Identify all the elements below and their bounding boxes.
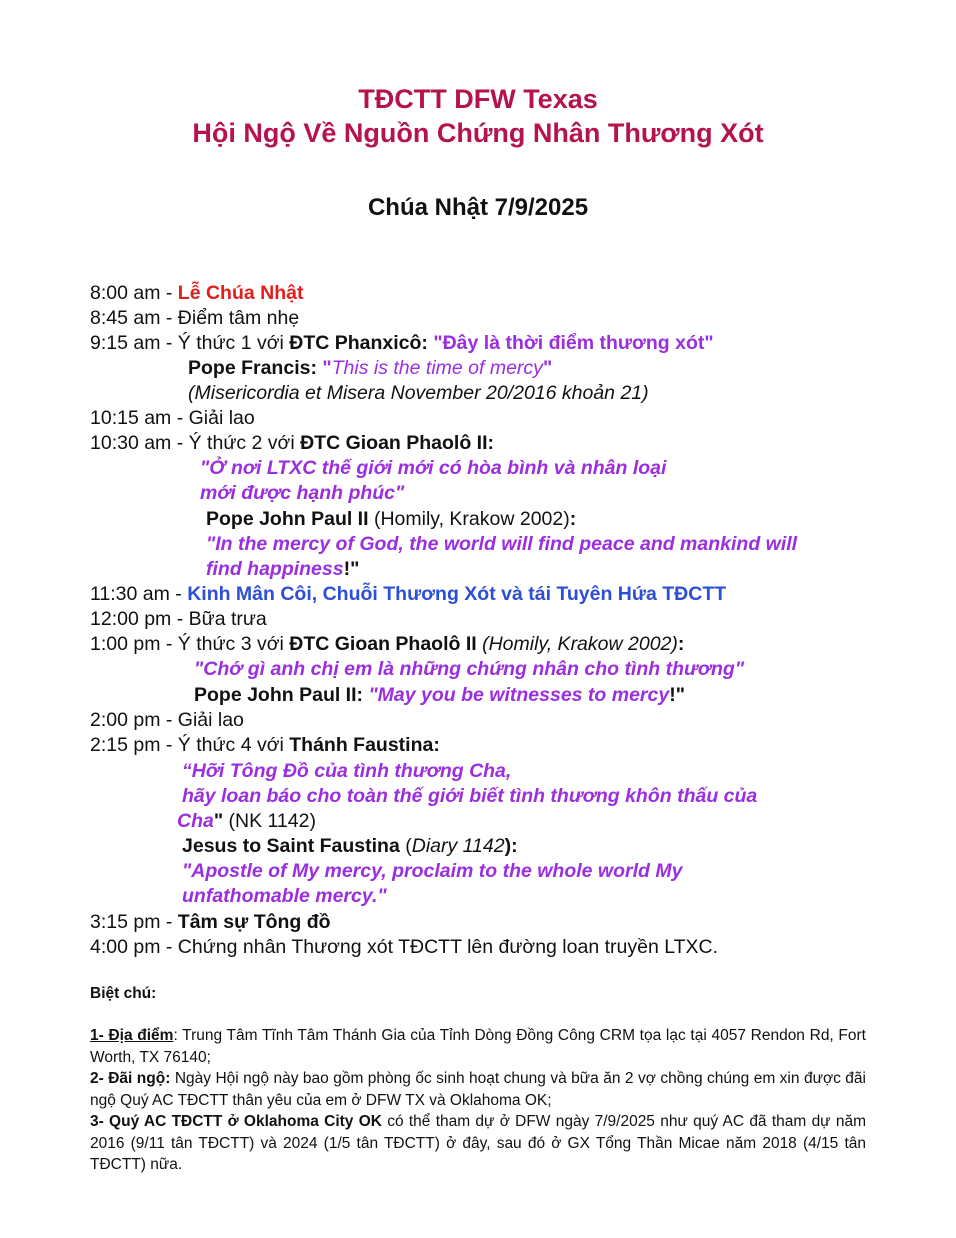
colon: : xyxy=(677,633,685,655)
quote-text: "Đây là thời điểm thương xót" xyxy=(433,332,714,354)
schedule-item-mass xyxy=(90,281,303,306)
schedule-item-reflection-2 xyxy=(90,431,494,456)
notes-heading: Biệt chú: xyxy=(90,985,157,1002)
schedule-item-rosary xyxy=(90,582,726,607)
event-label: Kinh Mân Côi, Chuỗi Thương Xót và tái Tuyên Hứa TĐCTT xyxy=(187,583,727,605)
quote-text: “Hỡi Tông Đồ của tình thương Cha, xyxy=(182,760,512,782)
speaker-label: Pope John Paul II xyxy=(206,508,374,530)
quote-text: find happiness xyxy=(206,558,344,580)
schedule-item-lunch: 12:00 pm - Bữa trưa xyxy=(90,608,267,630)
schedule-item-reflection-1-en xyxy=(188,356,552,381)
quote-text-end xyxy=(177,809,316,834)
source-citation: (Misericordia et Misera November 20/2016 khoản 21) xyxy=(188,382,649,404)
note-label: 1- Địa điểm xyxy=(90,1027,174,1044)
schedule-item-breakfast: 8:45 am - Điểm tâm nhẹ xyxy=(90,307,300,329)
quote-text: unfathomable mercy." xyxy=(182,885,387,907)
page-subtitle: Hội Ngộ Về Nguồn Chứng Nhân Thương Xót xyxy=(192,118,764,148)
speaker-label: Jesus to Saint Faustina xyxy=(182,835,406,857)
speaker-label: ĐTC Gioan Phaolô II xyxy=(289,633,483,655)
note-text: có thể tham dự ở DFW ngày 7/9/2025 như quý AC đã tham dự năm 2016 (9/11 tân TĐCTT) và 2024 (1/5 tân TĐCTT) ở đây, sau đó ở GX Tổng Thần Micae năm 2018 (4/15 tân TĐCTT) nữa. xyxy=(90,1113,866,1173)
schedule-item-reflection-3 xyxy=(90,632,684,657)
speaker-label: Pope Francis: xyxy=(188,357,323,379)
schedule-item-reflection-1 xyxy=(90,331,714,356)
quote-text: hãy loan báo cho toàn thế giới biết tình thương khôn thấu của xyxy=(182,785,758,807)
quote-mark: " xyxy=(322,357,332,379)
paren: ( xyxy=(405,835,412,857)
colon: : xyxy=(569,508,577,530)
note-text: Ngày Hội ngộ này bao gồm phòng ốc sinh hoạt chung và bữa ăn 2 vợ chồng chúng em xin được đãi ngộ Quý AC TĐCTT thân yêu của em ở DFW TX và Oklahoma OK; xyxy=(90,1070,866,1109)
event-label: Tâm sự Tông đồ xyxy=(177,911,331,933)
time-label: 9:15 am - Ý thức 1 với xyxy=(90,332,290,354)
quote-text-end xyxy=(206,557,359,582)
quote-text: "Chớ gì anh chị em là những chứng nhân cho tình thương" xyxy=(194,658,745,680)
paren: ): xyxy=(504,835,518,857)
schedule-item-reflection-4-en xyxy=(182,834,518,859)
quote-mark: " xyxy=(542,357,553,379)
schedule-item-apostle-sharing xyxy=(90,910,331,935)
time-label: 2:15 pm - Ý thức 4 với xyxy=(90,734,290,756)
quote-text: Cha xyxy=(177,810,214,832)
quote-text: "May you be witnesses to mercy xyxy=(368,684,670,706)
note-hospitality xyxy=(90,1068,866,1111)
time-label: 1:00 pm - Ý thức 3 với xyxy=(90,633,290,655)
time-label: 10:30 am - Ý thức 2 với xyxy=(90,432,301,454)
source-citation: Diary 1142 xyxy=(411,835,505,857)
note-location xyxy=(90,1025,866,1068)
event-date: Chúa Nhật 7/9/2025 xyxy=(367,194,589,221)
note-label: 2- Đãi ngộ: xyxy=(90,1070,171,1087)
speaker-label: ĐTC Gioan Phaolô II: xyxy=(300,432,495,454)
schedule-item-break-2: 2:00 pm - Giải lao xyxy=(90,709,244,731)
time-label: 3:15 pm - xyxy=(90,911,178,933)
speaker-label: ĐTC Phanxicô: xyxy=(289,332,434,354)
note-text: : Trung Tâm Tĩnh Tâm Thánh Gia của Tỉnh Dòng Đồng Công CRM tọa lạc tại 4057 Rendon Rd, Fort Worth, TX 76140; xyxy=(90,1027,866,1066)
speaker-label: Pope John Paul II: xyxy=(194,684,369,706)
quote-text: This is the time of mercy xyxy=(331,357,543,379)
event-label: Lễ Chúa Nhật xyxy=(177,282,304,304)
source-citation: (Homily, Krakow 2002) xyxy=(482,633,678,655)
quote-mark: !" xyxy=(343,558,360,580)
schedule-item-reflection-4 xyxy=(90,733,440,758)
quote-text: "Ở nơi LTXC thế giới mới có hòa bình và nhân loại xyxy=(200,457,667,479)
note-label: 3- Quý AC TĐCTT ở Oklahoma City OK xyxy=(90,1113,382,1130)
quote-text: "In the mercy of God, the world will find peace and mankind will xyxy=(206,533,798,555)
schedule-item-sending: 4:00 pm - Chứng nhân Thương xót TĐCTT lên đường loan truyền LTXC. xyxy=(90,936,719,958)
time-label: 11:30 am - xyxy=(90,583,188,605)
schedule-item-reflection-2-en xyxy=(206,507,576,532)
source-citation: (Homily, Krakow 2002) xyxy=(373,508,570,530)
schedule-item-reflection-3-en xyxy=(194,683,685,708)
quote-mark: " xyxy=(213,810,229,832)
schedule-item-break-1: 10:15 am - Giải lao xyxy=(90,407,255,429)
time-label: 8:00 am - xyxy=(90,282,178,304)
note-oklahoma xyxy=(90,1111,866,1176)
source-citation: (NK 1142) xyxy=(228,810,316,832)
speaker-label: Thánh Faustina: xyxy=(289,734,440,756)
quote-text: mới được hạnh phúc" xyxy=(200,482,405,504)
quote-mark: !" xyxy=(669,684,685,706)
quote-text: "Apostle of My mercy, proclaim to the whole world My xyxy=(182,860,683,882)
page-title: TĐCTT DFW Texas xyxy=(358,84,598,114)
